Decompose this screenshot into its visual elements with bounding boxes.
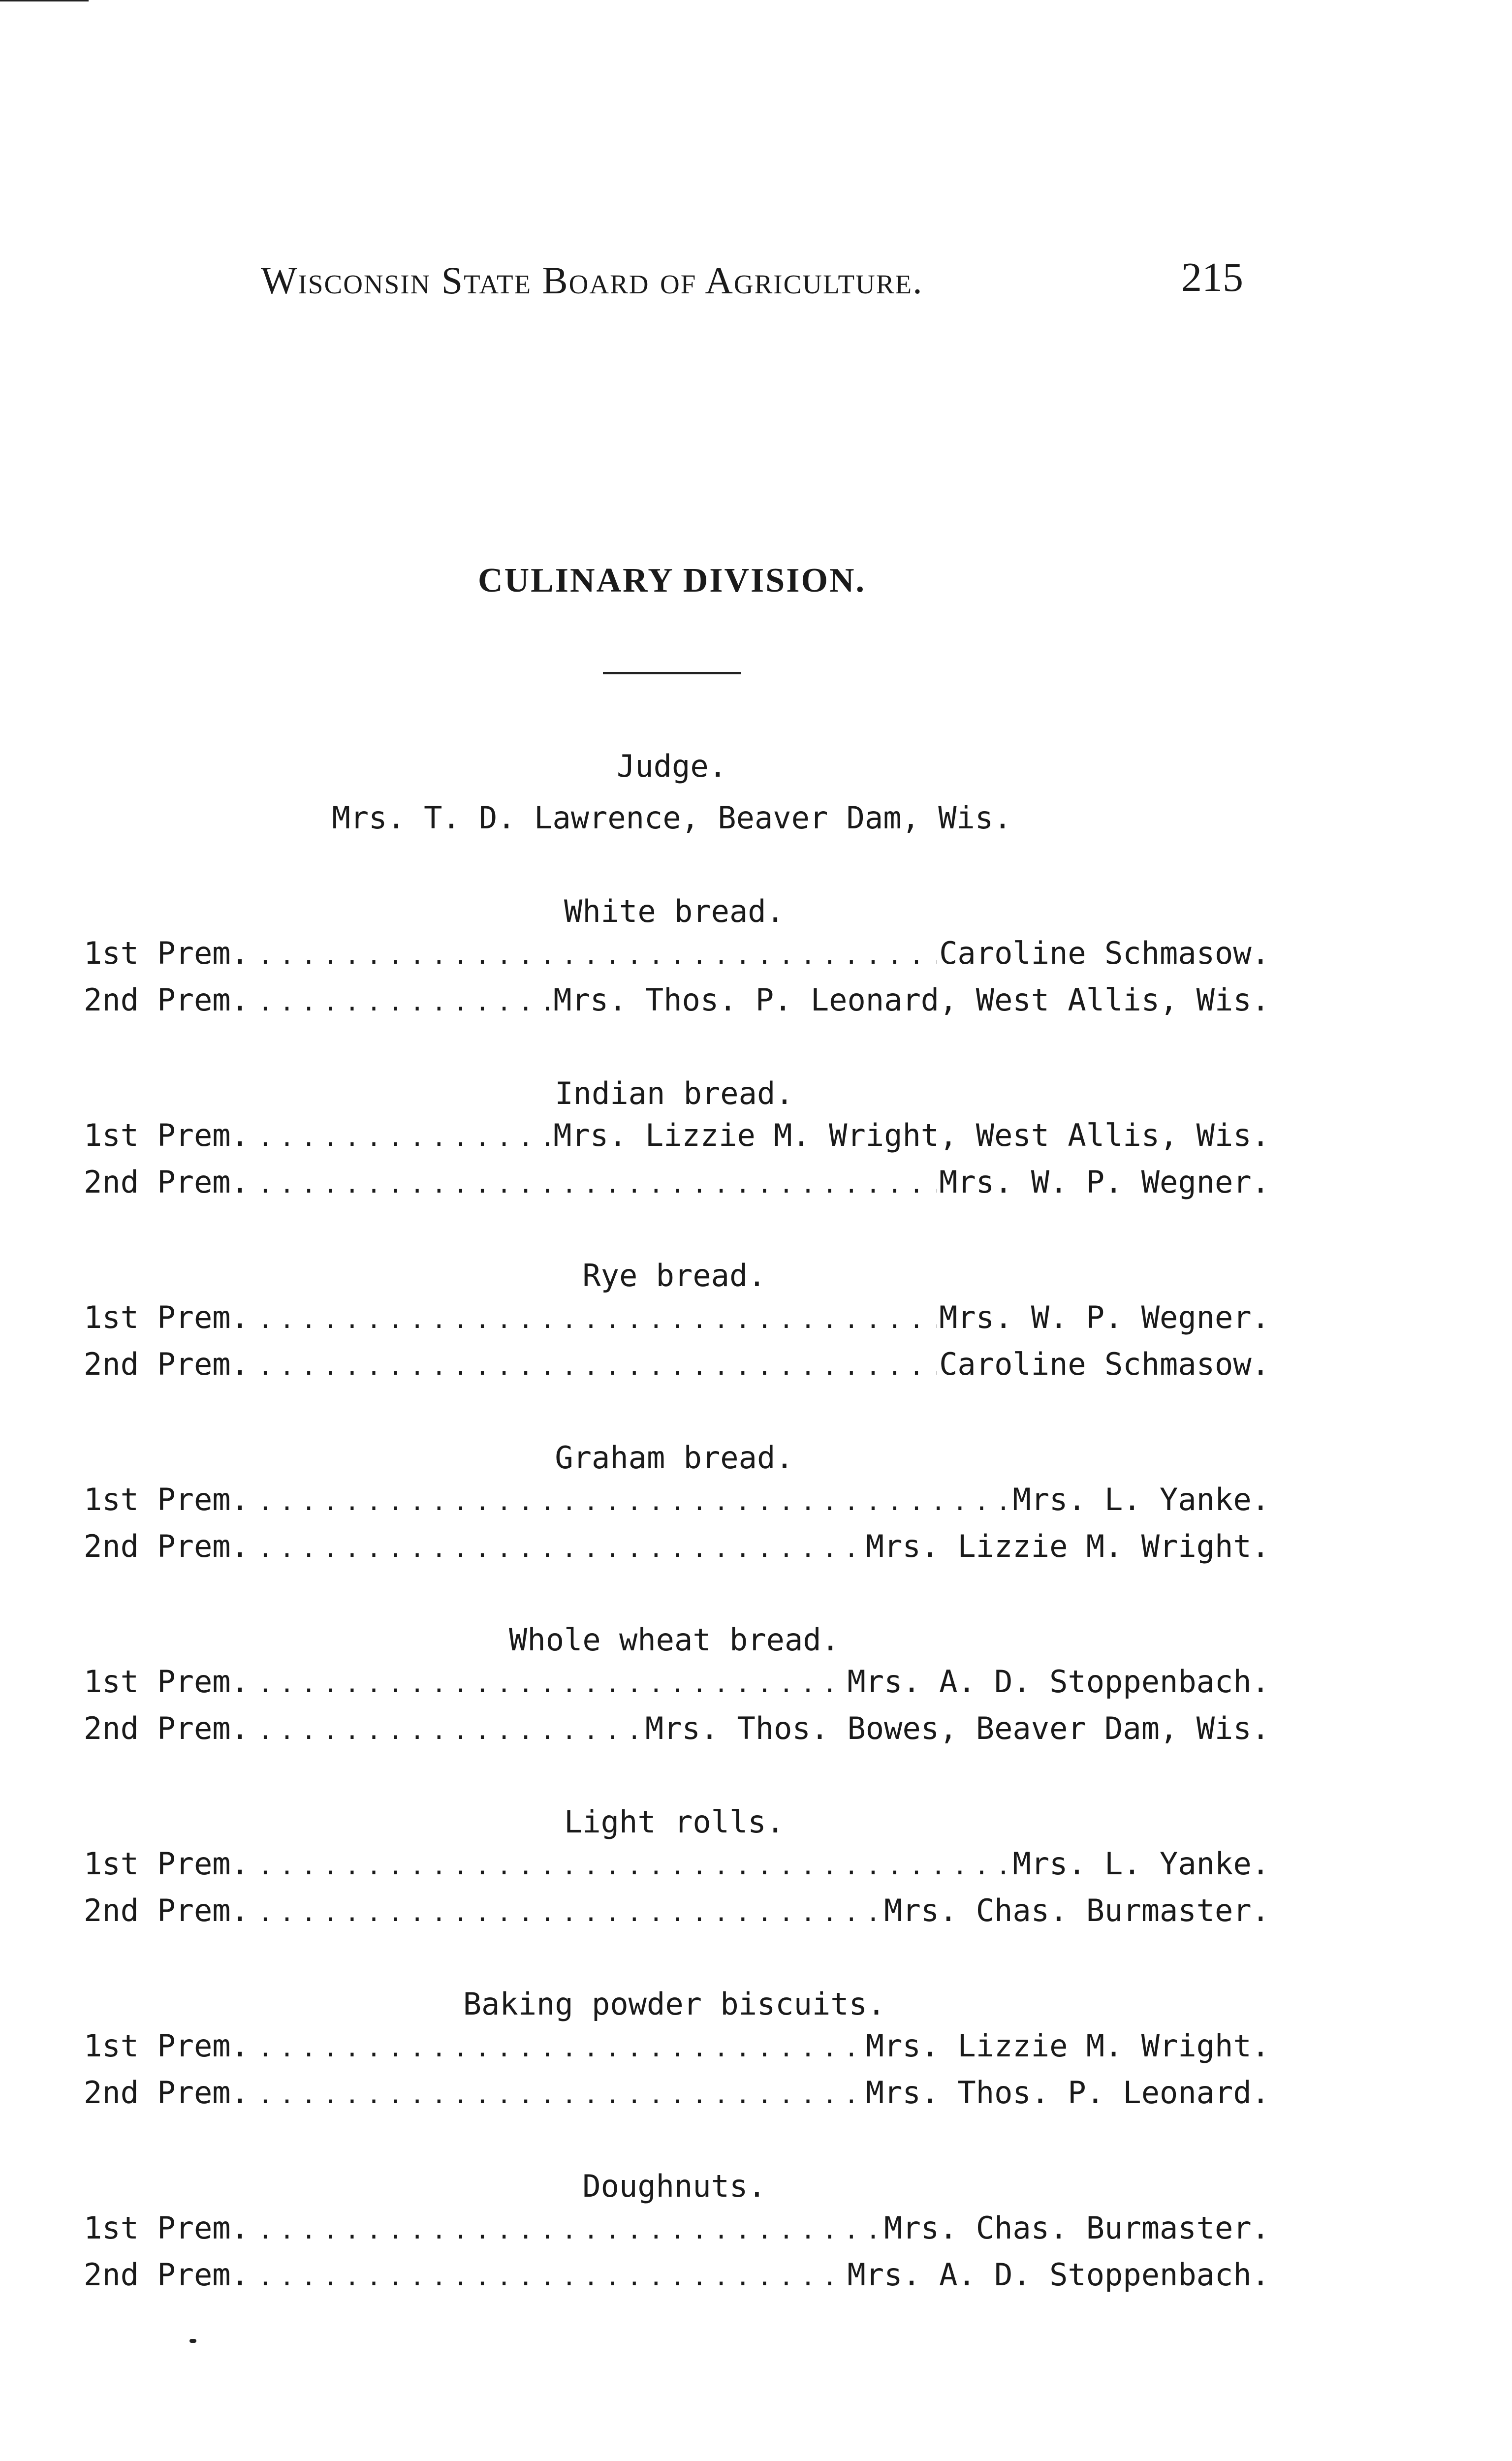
premium-row <box>84 1117 1270 1157</box>
premium-label: 2nd Prem. <box>84 1164 249 1200</box>
category-title: Light rolls. <box>564 1804 785 1840</box>
premium-label: 2nd Prem. <box>84 2257 249 2293</box>
premium-winner: Mrs. Lizzie M. Wright, West Allis, Wis. <box>553 1117 1270 1153</box>
category-title: White bread. <box>564 893 785 929</box>
premium-label: 2nd Prem. <box>84 1710 249 1746</box>
premium-winner: Mrs. Lizzie M. Wright. <box>865 1528 1270 1564</box>
premium-label: 1st Prem. <box>84 935 249 971</box>
premium-winner: Caroline Schmasow. <box>939 935 1270 971</box>
ink-speck <box>189 2339 196 2343</box>
premium-row <box>84 982 1270 1021</box>
premium-row <box>84 1299 1270 1339</box>
dot-leader <box>258 1487 1010 1516</box>
dot-leader <box>258 2081 864 2109</box>
section-divider <box>603 672 741 674</box>
dot-leader <box>258 2263 846 2291</box>
category-title: Rye bread. <box>582 1258 766 1294</box>
premium-row <box>84 1846 1270 1885</box>
premium-row <box>84 1164 1270 1203</box>
dot-leader <box>258 1352 937 1381</box>
premium-row <box>84 1482 1270 1521</box>
dot-leader <box>258 1898 882 1927</box>
dot-leader <box>258 1670 846 1698</box>
division-title: CULINARY DIVISION. <box>478 562 866 599</box>
page-number: 215 <box>1181 254 1243 300</box>
premium-row <box>84 1664 1270 1703</box>
premium-label: 1st Prem. <box>84 1482 249 1517</box>
running-head: Wisconsin State Board of Agriculture. <box>261 259 923 302</box>
premium-winner: Mrs. Lizzie M. Wright. <box>865 2028 1270 2064</box>
premium-label: 1st Prem. <box>84 1299 249 1335</box>
category-title: Whole wheat bread. <box>509 1622 840 1658</box>
category-baking-powder-biscuits <box>0 1986 1512 2148</box>
dot-leader <box>258 988 551 1016</box>
dot-leader <box>258 1534 864 1563</box>
dot-leader <box>258 1852 1010 1880</box>
dot-leader <box>258 2034 864 2062</box>
premium-label: 2nd Prem. <box>84 982 249 1018</box>
category-title: Doughnuts. <box>582 2168 766 2204</box>
category-white-bread <box>0 893 1512 1056</box>
category-title: Graham bread. <box>555 1440 794 1476</box>
dot-leader <box>258 1170 937 1199</box>
premium-label: 2nd Prem. <box>84 1346 249 1382</box>
dot-leader <box>258 1123 551 1152</box>
category-rye-bread <box>0 1258 1512 1420</box>
premium-winner: Mrs. A. D. Stoppenbach. <box>847 2257 1270 2293</box>
premium-row <box>84 2075 1270 2114</box>
premium-label: 1st Prem. <box>84 1664 249 1700</box>
premium-label: 2nd Prem. <box>84 1893 249 1928</box>
premium-label: 1st Prem. <box>84 1117 249 1153</box>
premium-row <box>84 1346 1270 1386</box>
premium-winner: Mrs. W. P. Wegner. <box>939 1164 1270 1200</box>
premium-label: 1st Prem. <box>84 2028 249 2064</box>
premium-row <box>84 2257 1270 2296</box>
premium-winner: Mrs. Chas. Burmaster. <box>884 1893 1270 1928</box>
premium-winner: Mrs. A. D. Stoppenbach. <box>847 1664 1270 1700</box>
premium-winner: Caroline Schmasow. <box>939 1346 1270 1382</box>
category-title: Baking powder biscuits. <box>463 1986 886 2022</box>
premium-row <box>84 2028 1270 2067</box>
premium-winner: Mrs. Chas. Burmaster. <box>884 2210 1270 2246</box>
category-title: Indian bread. <box>555 1075 794 1111</box>
corner-rule <box>0 0 89 1</box>
premium-label: 2nd Prem. <box>84 1528 249 1564</box>
dot-leader <box>258 2216 882 2244</box>
category-light-rolls <box>0 1804 1512 1966</box>
judge-name: Mrs. T. D. Lawrence, Beaver Dam, Wis. <box>332 800 1012 836</box>
category-indian-bread <box>0 1075 1512 1238</box>
premium-winner: Mrs. W. P. Wegner. <box>939 1299 1270 1335</box>
category-doughnuts <box>0 2168 1512 2331</box>
category-whole-wheat-bread <box>0 1622 1512 1784</box>
premium-winner: Mrs. L. Yanke. <box>1012 1846 1270 1882</box>
dot-leader <box>258 1305 937 1334</box>
premium-row <box>84 1710 1270 1750</box>
premium-winner: Mrs. Thos. Bowes, Beaver Dam, Wis. <box>645 1710 1270 1746</box>
premium-label: 1st Prem. <box>84 2210 249 2246</box>
premium-winner: Mrs. Thos. P. Leonard. <box>865 2075 1270 2111</box>
premium-row <box>84 1893 1270 1932</box>
premium-row <box>84 2210 1270 2249</box>
category-graham-bread <box>0 1440 1512 1602</box>
premium-label: 1st Prem. <box>84 1846 249 1882</box>
dot-leader <box>258 1716 643 1745</box>
premium-row <box>84 935 1270 975</box>
premium-winner: Mrs. L. Yanke. <box>1012 1482 1270 1517</box>
judge-label: Judge. <box>617 748 727 784</box>
dot-leader <box>258 941 937 970</box>
premium-label: 2nd Prem. <box>84 2075 249 2111</box>
premium-row <box>84 1528 1270 1568</box>
premium-winner: Mrs. Thos. P. Leonard, West Allis, Wis. <box>553 982 1270 1018</box>
